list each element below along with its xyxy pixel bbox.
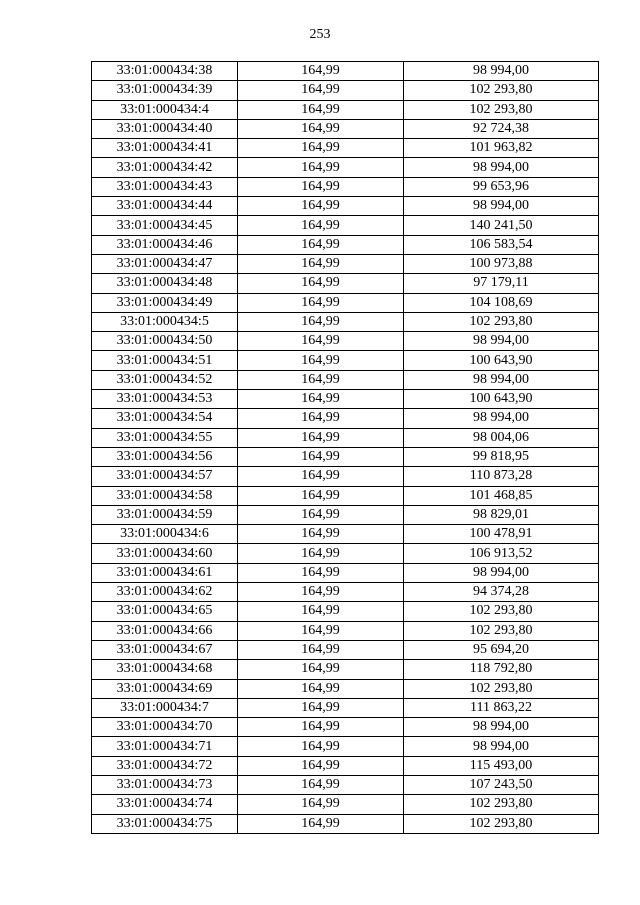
amount-cell: 100 643,90: [404, 351, 599, 370]
amount-cell: 107 243,50: [404, 775, 599, 794]
table-row: [92, 718, 599, 737]
value-cell: 164,99: [238, 525, 404, 544]
value-cell: 164,99: [238, 409, 404, 428]
value-cell: 164,99: [238, 390, 404, 409]
table-row: [92, 235, 599, 254]
amount-cell: 102 293,80: [404, 814, 599, 833]
table-row: [92, 679, 599, 698]
cadastral-number-cell: 33:01:000434:48: [92, 274, 238, 293]
cadastral-number-cell: 33:01:000434:70: [92, 718, 238, 737]
cadastral-number-cell: 33:01:000434:62: [92, 583, 238, 602]
table-row: [92, 312, 599, 331]
amount-cell: 98 994,00: [404, 737, 599, 756]
table-row: [92, 525, 599, 544]
cadastral-number-cell: 33:01:000434:69: [92, 679, 238, 698]
cadastral-number-cell: 33:01:000434:71: [92, 737, 238, 756]
cadastral-number-cell: 33:01:000434:59: [92, 505, 238, 524]
amount-cell: 102 293,80: [404, 679, 599, 698]
table-row: [92, 62, 599, 81]
value-cell: 164,99: [238, 139, 404, 158]
value-cell: 164,99: [238, 428, 404, 447]
amount-cell: 94 374,28: [404, 583, 599, 602]
value-cell: 164,99: [238, 698, 404, 717]
value-cell: 164,99: [238, 158, 404, 177]
value-cell: 164,99: [238, 254, 404, 273]
table-row: [92, 698, 599, 717]
cadastral-number-cell: 33:01:000434:66: [92, 621, 238, 640]
amount-cell: 98 004,06: [404, 428, 599, 447]
value-cell: 164,99: [238, 583, 404, 602]
amount-cell: 102 293,80: [404, 621, 599, 640]
amount-cell: 98 994,00: [404, 370, 599, 389]
table-row: [92, 139, 599, 158]
amount-cell: 100 973,88: [404, 254, 599, 273]
cadastral-number-cell: 33:01:000434:38: [92, 62, 238, 81]
amount-cell: 98 994,00: [404, 409, 599, 428]
value-cell: 164,99: [238, 795, 404, 814]
amount-cell: 118 792,80: [404, 660, 599, 679]
amount-cell: 98 994,00: [404, 62, 599, 81]
amount-cell: 111 863,22: [404, 698, 599, 717]
cadastral-number-cell: 33:01:000434:51: [92, 351, 238, 370]
amount-cell: 98 994,00: [404, 332, 599, 351]
amount-cell: 98 994,00: [404, 718, 599, 737]
cadastral-number-cell: 33:01:000434:44: [92, 197, 238, 216]
value-cell: 164,99: [238, 351, 404, 370]
table-row: [92, 795, 599, 814]
amount-cell: 102 293,80: [404, 795, 599, 814]
cadastral-number-cell: 33:01:000434:60: [92, 544, 238, 563]
table-row: [92, 467, 599, 486]
amount-cell: 115 493,00: [404, 756, 599, 775]
value-cell: 164,99: [238, 216, 404, 235]
cadastral-number-cell: 33:01:000434:5: [92, 312, 238, 331]
amount-cell: 110 873,28: [404, 467, 599, 486]
value-cell: 164,99: [238, 370, 404, 389]
table-row: [92, 505, 599, 524]
cadastral-number-cell: 33:01:000434:68: [92, 660, 238, 679]
cadastral-number-cell: 33:01:000434:39: [92, 81, 238, 100]
table-row: [92, 428, 599, 447]
cadastral-number-cell: 33:01:000434:73: [92, 775, 238, 794]
amount-cell: 100 643,90: [404, 390, 599, 409]
amount-cell: 95 694,20: [404, 640, 599, 659]
table-row: [92, 447, 599, 466]
amount-cell: 92 724,38: [404, 119, 599, 138]
cadastral-number-cell: 33:01:000434:53: [92, 390, 238, 409]
amount-cell: 100 478,91: [404, 525, 599, 544]
cadastral-number-cell: 33:01:000434:43: [92, 177, 238, 196]
cadastral-number-cell: 33:01:000434:61: [92, 563, 238, 582]
value-cell: 164,99: [238, 100, 404, 119]
table-row: [92, 737, 599, 756]
table-row: [92, 640, 599, 659]
cadastral-number-cell: 33:01:000434:7: [92, 698, 238, 717]
table-row: [92, 81, 599, 100]
value-cell: 164,99: [238, 660, 404, 679]
cadastral-number-cell: 33:01:000434:49: [92, 293, 238, 312]
table-row: [92, 544, 599, 563]
value-cell: 164,99: [238, 775, 404, 794]
table-row: [92, 409, 599, 428]
amount-cell: 102 293,80: [404, 312, 599, 331]
amount-cell: 104 108,69: [404, 293, 599, 312]
table-row: [92, 563, 599, 582]
cadastral-number-cell: 33:01:000434:4: [92, 100, 238, 119]
table-row: [92, 602, 599, 621]
cadastral-number-cell: 33:01:000434:65: [92, 602, 238, 621]
cadastral-number-cell: 33:01:000434:58: [92, 486, 238, 505]
table-row: [92, 177, 599, 196]
value-cell: 164,99: [238, 640, 404, 659]
table-row: [92, 583, 599, 602]
cadastral-number-cell: 33:01:000434:45: [92, 216, 238, 235]
cadastral-number-cell: 33:01:000434:46: [92, 235, 238, 254]
value-cell: 164,99: [238, 62, 404, 81]
table-row: [92, 254, 599, 273]
value-cell: 164,99: [238, 274, 404, 293]
value-cell: 164,99: [238, 467, 404, 486]
cadastral-number-cell: 33:01:000434:57: [92, 467, 238, 486]
table-row: [92, 756, 599, 775]
cadastral-number-cell: 33:01:000434:47: [92, 254, 238, 273]
table-row: [92, 119, 599, 138]
amount-cell: 97 179,11: [404, 274, 599, 293]
cadastral-number-cell: 33:01:000434:56: [92, 447, 238, 466]
value-cell: 164,99: [238, 814, 404, 833]
value-cell: 164,99: [238, 332, 404, 351]
cadastral-number-cell: 33:01:000434:50: [92, 332, 238, 351]
amount-cell: 98 994,00: [404, 158, 599, 177]
table-body: [92, 62, 599, 834]
amount-cell: 98 994,00: [404, 197, 599, 216]
amount-cell: 99 653,96: [404, 177, 599, 196]
value-cell: 164,99: [238, 756, 404, 775]
table-row: [92, 775, 599, 794]
table-row: [92, 158, 599, 177]
amount-cell: 98 994,00: [404, 563, 599, 582]
cadastral-number-cell: 33:01:000434:72: [92, 756, 238, 775]
value-cell: 164,99: [238, 544, 404, 563]
cadastral-number-cell: 33:01:000434:67: [92, 640, 238, 659]
table-row: [92, 390, 599, 409]
cadastral-number-cell: 33:01:000434:75: [92, 814, 238, 833]
amount-cell: 102 293,80: [404, 81, 599, 100]
cadastral-number-cell: 33:01:000434:54: [92, 409, 238, 428]
table-row: [92, 293, 599, 312]
table-row: [92, 332, 599, 351]
value-cell: 164,99: [238, 312, 404, 331]
cadastral-number-cell: 33:01:000434:42: [92, 158, 238, 177]
cadastral-number-cell: 33:01:000434:52: [92, 370, 238, 389]
amount-cell: 102 293,80: [404, 100, 599, 119]
cadastral-number-cell: 33:01:000434:55: [92, 428, 238, 447]
amount-cell: 99 818,95: [404, 447, 599, 466]
amount-cell: 106 583,54: [404, 235, 599, 254]
value-cell: 164,99: [238, 486, 404, 505]
value-cell: 164,99: [238, 235, 404, 254]
table-row: [92, 660, 599, 679]
value-cell: 164,99: [238, 602, 404, 621]
amount-cell: 140 241,50: [404, 216, 599, 235]
value-cell: 164,99: [238, 679, 404, 698]
cadastral-number-cell: 33:01:000434:6: [92, 525, 238, 544]
amount-cell: 98 829,01: [404, 505, 599, 524]
table-row: [92, 370, 599, 389]
table-row: [92, 216, 599, 235]
table-row: [92, 621, 599, 640]
value-cell: 164,99: [238, 81, 404, 100]
value-cell: 164,99: [238, 563, 404, 582]
cadastral-number-cell: 33:01:000434:40: [92, 119, 238, 138]
page-number: 253: [309, 27, 331, 42]
value-cell: 164,99: [238, 447, 404, 466]
amount-cell: 101 468,85: [404, 486, 599, 505]
amount-cell: 106 913,52: [404, 544, 599, 563]
table-row: [92, 274, 599, 293]
cadastral-number-cell: 33:01:000434:74: [92, 795, 238, 814]
value-cell: 164,99: [238, 293, 404, 312]
table-row: [92, 351, 599, 370]
amount-cell: 101 963,82: [404, 139, 599, 158]
value-cell: 164,99: [238, 737, 404, 756]
table-row: [92, 100, 599, 119]
value-cell: 164,99: [238, 505, 404, 524]
value-cell: 164,99: [238, 621, 404, 640]
data-table: [91, 61, 599, 834]
value-cell: 164,99: [238, 177, 404, 196]
table-row: [92, 486, 599, 505]
value-cell: 164,99: [238, 119, 404, 138]
value-cell: 164,99: [238, 197, 404, 216]
cadastral-number-cell: 33:01:000434:41: [92, 139, 238, 158]
value-cell: 164,99: [238, 718, 404, 737]
table-row: [92, 814, 599, 833]
table-row: [92, 197, 599, 216]
amount-cell: 102 293,80: [404, 602, 599, 621]
